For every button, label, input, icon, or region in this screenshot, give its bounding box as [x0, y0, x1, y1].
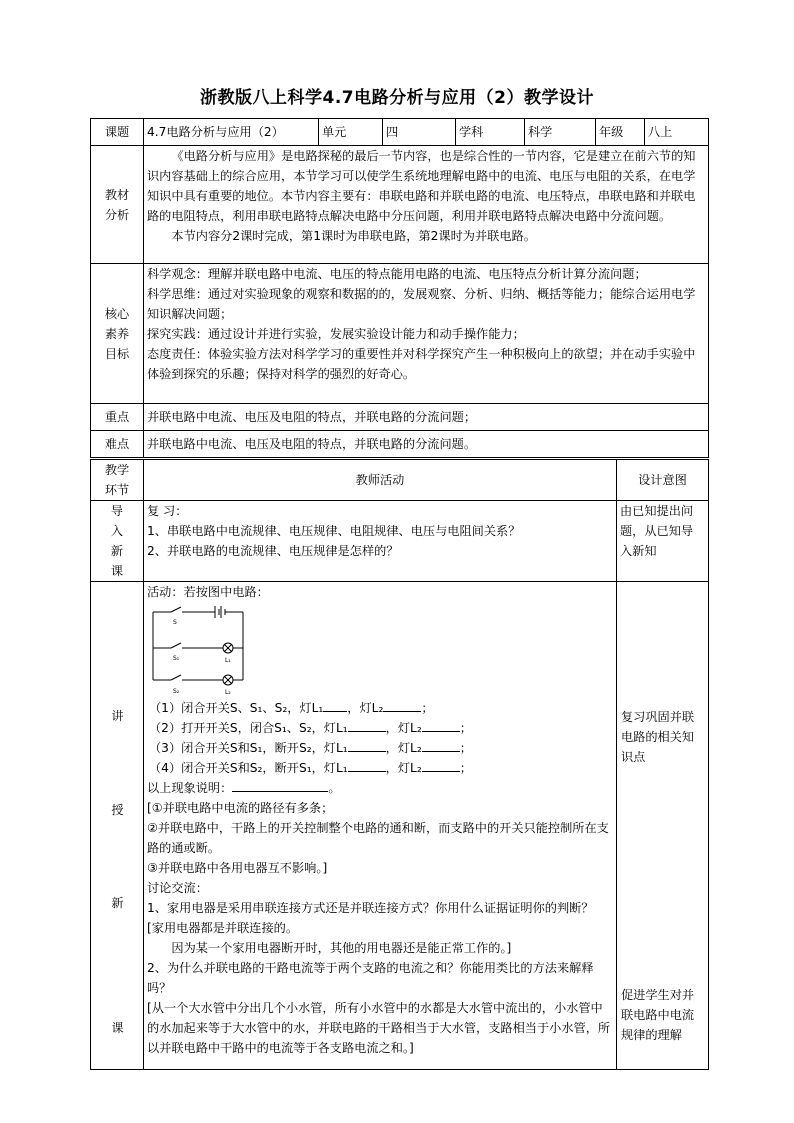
- question-4: （4）闭合开关S和S₂，断开S₁，灯L₁ ，灯L₂ ；: [149, 758, 613, 778]
- subject-label: 学科: [456, 119, 525, 146]
- review-question: 2、并联电路的电流规律、电压规律是怎样的？: [147, 544, 399, 558]
- switch-s-label: S: [173, 619, 177, 626]
- intent-header: 设计意图: [617, 460, 709, 501]
- goals-content: [144, 264, 709, 404]
- difficulty-text: 并联电路中电流、电压及电阻的特点，并联电路的分流问题。: [144, 431, 709, 458]
- answer-3: ③并联电路中各用电器互不影响。]: [147, 861, 328, 875]
- difficulty-label: 难点: [91, 431, 144, 458]
- page-title: 浙教版八上科学4.7电路分析与应用（2）教学设计: [200, 88, 594, 108]
- subject-value: 科学: [525, 119, 596, 146]
- intent-review: 复习巩固并联电路的相关知识点: [621, 710, 695, 764]
- activity-prompt: 活动：若按图中电路：: [147, 585, 269, 599]
- lamp-l2-label: L₂: [225, 689, 231, 696]
- keypoint-label: 重点: [91, 404, 144, 431]
- switch-s2-label: S₂: [173, 688, 180, 695]
- teaching-process-table: [90, 459, 709, 1070]
- review-heading: 复 习：: [147, 504, 188, 518]
- topic-label: 课题: [91, 119, 144, 146]
- discussion-answer-1b: 因为某一个家用电器断开时，其他的用电器还是能正常工作的。]: [171, 941, 512, 955]
- lecture-activity: [144, 582, 617, 1070]
- activity-header: 教师活动: [144, 460, 617, 501]
- goal-item: 探究实践：通过设计并进行实验，发展实验设计能力和动手操作能力；: [147, 327, 525, 341]
- answer-1: [①并联电路中电流的路径有多条；: [147, 801, 334, 815]
- analysis-content: [144, 146, 709, 264]
- goal-item: 态度责任：体验实验方法对科学学习的重要性并对科学探究产生一种积极向上的欲望；并在动手实验中体验到探究的乐趣；保持对科学的强烈的好奇心。: [147, 347, 696, 381]
- question-1: （1）闭合开关S、S₁、S₂，灯L₁ ，灯L₂ ；: [149, 698, 613, 718]
- question-2: （2）打开开关S，闭合S₁、S₂，灯L₁ ，灯L₂ ；: [149, 718, 613, 738]
- review-question: 1、串联电路中电流规律、电压规律、电阻规律、电压与电阻间关系？: [147, 524, 521, 538]
- grade-label: 年级: [596, 119, 645, 146]
- lecture-intent: [617, 582, 709, 1070]
- keypoint-text: 并联电路中电流、电压及电阻的特点，并联电路的分流问题；: [144, 404, 709, 431]
- goal-item: 科学观念：理解并联电路中电流、电压的特点能用电路的电流、电压特点分析计算分流问题；: [147, 267, 647, 281]
- parallel-circuit-diagram: [149, 604, 249, 696]
- discussion-question-1: 1、家用电器是采用串联连接方式还是并联连接方式？你用什么证据证明你的判断？: [147, 901, 594, 915]
- discussion-heading: 讨论交流：: [147, 881, 208, 895]
- observation-line: 以上现象说明： 。: [147, 778, 613, 798]
- analysis-paragraph-1: 《电路分析与应用》是电路探秘的最后一节内容，也是综合性的一节内容，它是建立在前六节的知识内容基础上的综合应用，本节学习可以使学生系统地理解电路中的电流、电压与电阻的关系，在电学知识中具有重要的地位。本节内容主要有：串联电路和并联电路的电流、电压特点，串联电路和并联电路的电阻特点，利用串联电路特点解决电路中分压问题，利用并联电路特点解决电路中分流问题。: [147, 149, 696, 223]
- switch-s1-label: S₁: [173, 655, 180, 662]
- topic-value: 4.7电路分析与应用（2）: [144, 119, 319, 146]
- discussion-answer-2: [从一个大水管中分出几个小水管，所有小水管中的水都是大水管中流出的，小水管中的水加起来等于大水管中的水，并联电路的干路相当于大水管，支路相当于小水管，所以并联电路中干路中的电流等于各支路电流之和。]: [147, 1001, 611, 1055]
- course-info-table: [90, 118, 709, 458]
- stage-header: 教学 环节: [91, 460, 144, 501]
- analysis-label: 教材 分析: [91, 146, 144, 264]
- intent-understanding: 促进学生对并联电路中电流规律的理解: [621, 988, 695, 1042]
- unit-value: 四: [383, 119, 456, 146]
- intro-stage: 导 入 新 课: [91, 501, 144, 582]
- goal-item: 科学思维：通过对实验现象的观察和数据的的，发展观察、分析、归纳、概括等能力；能综合运用电学知识解决问题；: [147, 287, 696, 321]
- intro-intent: 由已知提出问题，从已知导入新知: [617, 501, 709, 582]
- unit-label: 单元: [319, 119, 383, 146]
- grade-value: 八上: [645, 119, 709, 146]
- goals-label: 核心 素养 目标: [91, 264, 144, 404]
- intro-activity: [144, 501, 617, 582]
- question-3: （3）闭合开关S和S₁，断开S₂，灯L₁ ，灯L₂ ；: [149, 738, 613, 758]
- discussion-question-2: 2、为什么并联电路的干路电流等于两个支路的电流之和？你能用类比的方法来解释吗？: [147, 961, 594, 995]
- analysis-paragraph-2: 本节内容分2课时完成，第1课时为串联电路，第2课时为并联电路。: [171, 229, 536, 243]
- answer-2: ②并联电路中，干路上的开关控制整个电路的通和断，而支路中的开关只能控制所在支路的通或断。: [147, 821, 609, 855]
- discussion-answer-1a: [家用电器都是并联连接的。: [147, 921, 299, 935]
- lecture-stage: 讲 授 新 课: [91, 582, 144, 1070]
- lamp-l1-label: L₁: [225, 657, 231, 664]
